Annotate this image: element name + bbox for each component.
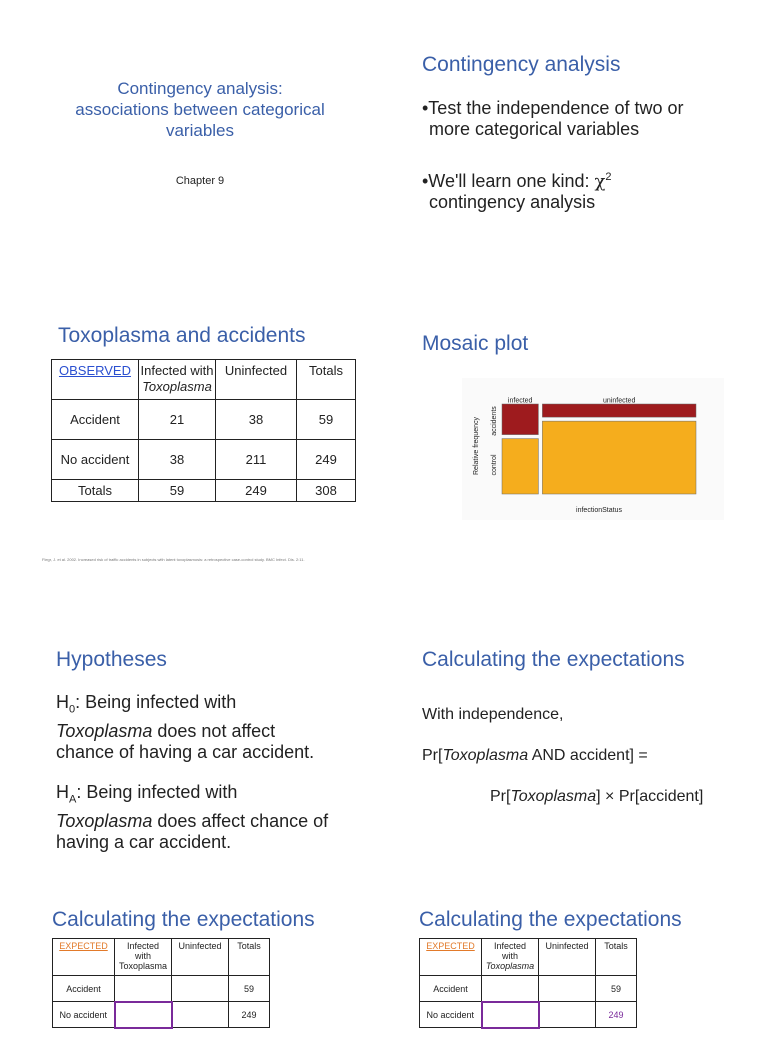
observed-corner <box>52 360 139 400</box>
slide2-title: Contingency analysis <box>422 53 621 76</box>
slide2-bullet2 <box>422 167 612 213</box>
mosaic-tile-control-uninfected <box>542 421 696 494</box>
observed-link[interactable]: OBSERVED <box>58 363 131 378</box>
h-line3: Toxoplasma <box>485 961 535 971</box>
slide2-bullet2-line2: contingency analysis <box>429 192 596 212</box>
slide-contingency <box>384 0 768 260</box>
row-label: Accident <box>52 400 139 440</box>
row-label: No accident <box>52 440 139 480</box>
cell <box>172 976 229 1002</box>
citation: Flegr, J. et al. 2002. Increased risk of traffic accidents in subjects with latent toxoplasmosis: a retrospective case-control study. BMC Infect. Dis. 2:11. <box>42 557 305 562</box>
mosaic-tile-accidents-infected <box>502 404 538 435</box>
cell: 59 <box>297 400 356 440</box>
slide3-title: Toxoplasma and accidents <box>58 324 306 347</box>
header-infected-line2: Toxoplasma <box>142 379 212 394</box>
table-row <box>52 400 356 440</box>
h0-text3: chance of having a car accident. <box>56 741 315 762</box>
highlighted-total: 249 <box>596 1002 637 1028</box>
h0-letter: H <box>56 692 69 712</box>
header-totals: Totals <box>596 939 637 976</box>
slide-expectations-formula <box>384 520 768 805</box>
row-label: Accident <box>420 976 482 1002</box>
cell: 38 <box>139 440 216 480</box>
slide-expectations-table-b <box>384 780 768 1040</box>
slide2-bullet2-prefix: •We'll learn one kind: <box>422 171 595 191</box>
cell <box>115 976 172 1002</box>
expected-link[interactable]: EXPECTED <box>426 941 475 951</box>
expected-table-b <box>419 938 637 1029</box>
cell: 211 <box>216 440 297 480</box>
slide1-title <box>0 78 400 141</box>
line3-c: ] × Pr[accident] <box>596 788 704 805</box>
slide-hypotheses <box>0 520 384 852</box>
header-infected <box>482 939 539 976</box>
cell: 249 <box>229 1002 270 1028</box>
header-totals: Totals <box>229 939 270 976</box>
cell: 59 <box>596 976 637 1002</box>
ha-letter: H <box>56 782 69 802</box>
category-label-uninfected: uninfected <box>603 397 636 405</box>
cell: 21 <box>139 400 216 440</box>
mosaic-tile-control-infected <box>502 439 538 494</box>
h-line1: Infected <box>126 941 160 951</box>
header-infected <box>115 939 172 976</box>
slide2-bullet1-line2: more categorical variables <box>429 119 640 139</box>
slide2-bullet1 <box>422 98 683 140</box>
h-line2: with <box>501 951 518 961</box>
slide8-title: Calculating the expectations <box>419 908 682 931</box>
slide1-title-line1: Contingency analysis: <box>117 79 283 98</box>
slide6-title: Calculating the expectations <box>422 648 685 671</box>
expected-link[interactable]: EXPECTED <box>59 941 108 951</box>
ha-subscript: A <box>69 793 77 806</box>
slide1-subtitle: Chapter 9 <box>175 175 225 187</box>
cell <box>482 976 539 1002</box>
slide1-title-line2: associations between categorical <box>75 100 325 119</box>
cell <box>539 976 596 1002</box>
expected-corner <box>53 939 115 976</box>
slide4-title: Mosaic plot <box>422 332 529 355</box>
slide6-line1: With independence, <box>422 706 564 723</box>
mosaic-tile-accidents-uninfected <box>542 404 696 417</box>
row-label-control: control <box>491 454 498 476</box>
cell: 59 <box>139 480 216 502</box>
cell: 308 <box>297 480 356 502</box>
line3-b: Toxoplasma <box>510 788 597 805</box>
ha-italic: Toxoplasma <box>56 810 153 831</box>
ha-text1: : Being infected with <box>76 782 238 802</box>
chi-symbol: χ <box>594 171 606 192</box>
table-row <box>52 480 356 502</box>
h0-text1: : Being infected with <box>75 692 237 712</box>
row-label: Accident <box>53 976 115 1002</box>
h-line2: with <box>134 951 151 961</box>
mosaic-plot <box>384 260 768 520</box>
line2-a: Pr[ <box>422 747 443 764</box>
expected-table-a <box>52 938 270 1029</box>
y-axis-label: Relative frequency <box>473 417 480 475</box>
category-label-infected: infected <box>507 397 533 405</box>
header-infected <box>139 360 216 400</box>
expected-corner <box>420 939 482 976</box>
slide5-title: Hypotheses <box>56 648 167 671</box>
slide6-line2 <box>422 747 648 765</box>
table-row <box>53 976 270 1002</box>
row-label-accidents: accidents <box>491 406 498 436</box>
h-line3: Toxoplasma <box>118 961 168 971</box>
slide2-bullet1-line1: •Test the independence of two or <box>422 98 684 118</box>
slide-expectations-table-a <box>0 780 384 1040</box>
slide2-bullet2-line1 <box>422 167 612 192</box>
ha-text3: having a car accident. <box>56 831 232 852</box>
ha-text2: does affect chance of <box>152 810 329 831</box>
header-uninfected: Uninfected <box>216 360 297 400</box>
header-totals: Totals <box>297 360 356 400</box>
null-hypothesis <box>56 692 376 763</box>
cell: 249 <box>297 440 356 480</box>
observed-table <box>51 359 356 502</box>
h0-subscript: 0 <box>69 703 76 716</box>
line2-b: Toxoplasma <box>442 747 529 764</box>
slide-mosaic <box>384 260 768 520</box>
header-uninfected: Uninfected <box>172 939 229 976</box>
x-axis-label: infectionStatus <box>576 507 622 514</box>
table-row <box>420 976 637 1002</box>
table-row <box>52 440 356 480</box>
cell: 249 <box>216 480 297 502</box>
cell: 59 <box>229 976 270 1002</box>
row-label: No accident <box>420 1002 482 1028</box>
cell: 38 <box>216 400 297 440</box>
header-infected-line1: Infected with <box>140 363 214 378</box>
h-line1: Infected <box>493 941 527 951</box>
slide-toxoplasma <box>0 260 384 562</box>
line3-a: Pr[ <box>490 788 511 805</box>
h0-italic: Toxoplasma <box>56 720 153 741</box>
slide7-title: Calculating the expectations <box>52 908 315 931</box>
chi-superscript: 2 <box>605 171 612 183</box>
row-label: No accident <box>53 1002 115 1028</box>
slide-title <box>0 0 384 260</box>
row-label: Totals <box>52 480 139 502</box>
header-uninfected: Uninfected <box>539 939 596 976</box>
line2-c: AND accident] = <box>528 747 648 764</box>
slide1-title-line3: variables <box>165 121 235 140</box>
h0-text2: does not affect <box>152 720 276 741</box>
